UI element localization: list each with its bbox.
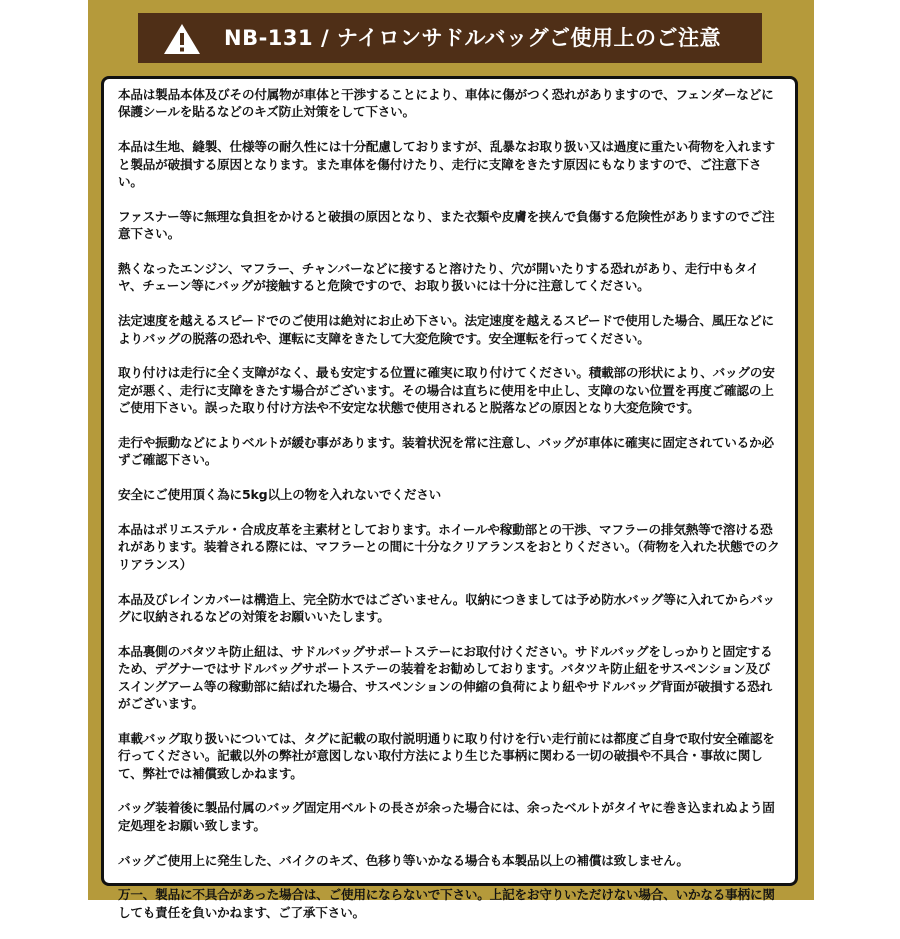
- notice-item: 取り付けは走行に全く支障がなく、最も安定する位置に確実に取り付けてください。積載部の形状により、バッグの安定が悪く、走行に支障をきたす場合がございます。その場合は直ちに使用を中止し、支障のない位置を再度ご確認の上ご使用下さい。誤った取り付け方法や不安定な状態で使用されると脱落などの原因となり大変危険です。: [118, 365, 775, 416]
- notice-item: ファスナー等に無理な負担をかけると破損の原因となり、また衣類や皮膚を挟んで負傷する危険性がありますのでご注意下さい。: [118, 208, 775, 242]
- notice-item: 走行や振動などによりベルトが緩む事があります。装着状況を常に注意し、バッグが車体に確実に固定されているか必ずご確認下さい。: [118, 435, 774, 468]
- notice-item: 法定速度を越えるスピードでのご使用は絶対にお止め下さい。法定速度を越えるスピードで使用した場合、風圧などによりバッグの脱落の恐れや、運転に支障をきたして大変危険です。安全運転を行ってください。: [118, 313, 774, 346]
- notice-list: [118, 86, 782, 939]
- notice-item: 車載バッグ取り扱いについては、タグに記載の取付説明通りに取り付けを行い走行前には都度ご自身で取付安全確認を行ってください。記載以外の弊社が意図しない取付方法により生じた事柄に関わる一切の破損や不具合・事故に関して、弊社では補償致しかねます。: [118, 730, 775, 781]
- notice-item: 本品はポリエステル・合成皮革を主素材としております。ホイールや稼動部との干渉、マフラーの排気熱等で溶ける恐れがあります。装着される際には、マフラーとの間に十分なクリアランスをおとりください。（荷物を入れた状態でのクリアランス）: [118, 522, 780, 572]
- notice-item: 本品は製品本体及びその付属物が車体と干渉することにより、車体に傷がつく恐れがありますので、フェンダーなどに保護シールを貼るなどのキズ防止対策をして下さい。: [118, 87, 774, 120]
- notice-item: 万一、製品に不具合があった場合は、ご使用にならないで下さい。上記をお守りいただけない場合、いかなる事柄に関しても責任を負いかねます、ご了承下さい。: [118, 887, 775, 920]
- notice-item: 本品及びレインカバーは構造上、完全防水ではございません。収納につきましては予め防水バッグ等に入れてからバッグに収納されるなどの対策をお願いいたします。: [118, 591, 775, 625]
- notice-item: 安全にご使用頂く為に5kg以上の物を入れないでください: [118, 487, 442, 503]
- notice-item: バッグご使用上に発生した、バイクのキズ、色移り等いかなる場合も本製品以上の補償は致しません。: [118, 852, 689, 868]
- notice-item: 本品は生地、縫製、仕様等の耐久性には十分配慮しておりますが、乱暴なお取り扱い又は過度に重たい荷物を入れますと製品が破損する原因となります。また車体を傷付けたり、走行に支障をきたす原因にもなりますので、ご注意下さい。: [118, 139, 775, 190]
- page-title: NB-131 / ナイロンサドルバッグご使用上のご注意: [224, 26, 721, 50]
- notice-item: バッグ装着後に製品付属のバッグ固定用ベルトの長さが余った場合には、余ったベルトがタイヤに巻き込まれぬよう固定処理をお願い致します。: [118, 800, 775, 833]
- notice-item: 熱くなったエンジン、マフラー、チャンバーなどに接すると溶けたり、穴が開いたりする恐れがあり、走行中もタイヤ、チェーン等にバッグが接触すると危険ですので、お取り扱いには十分に注意してください。: [118, 261, 759, 294]
- notice-item: 本品裏側のバタツキ防止紐は、サドルバッグサポートステーにお取付けください。サドルバッグをしっかりと固定するため、デグナーではサドルバッグサポートステーの装着をお勧めしております。バタツキ防止紐をサスペンション及びスイングアーム等の稼動部に結ばれた場合、サスペンションの伸縮の負荷により紐やサドルバッグ背面が破損する恐れがございます。: [118, 643, 773, 712]
- warning-triangle-icon: [162, 22, 202, 56]
